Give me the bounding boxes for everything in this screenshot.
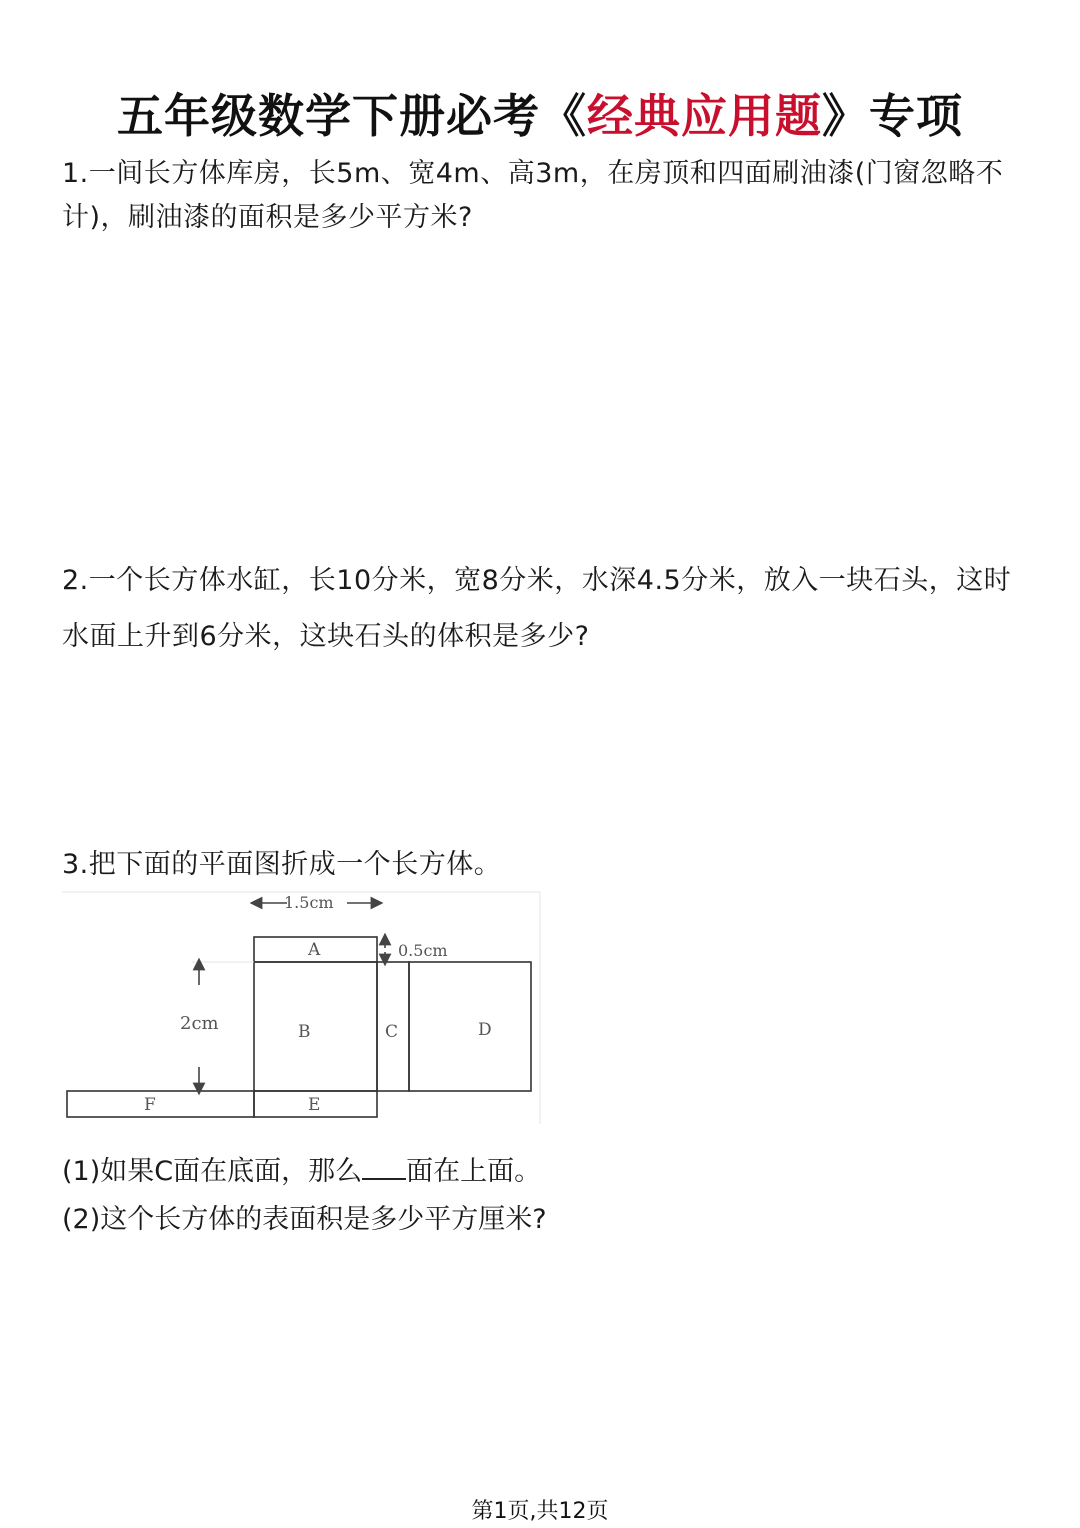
title-prefix: 五年级数学下册必考《 xyxy=(117,89,587,143)
dim-left-label: 2cm xyxy=(180,1013,219,1034)
page-title xyxy=(0,80,1080,146)
label-f: F xyxy=(144,1095,156,1115)
subquestion-1-after: 面在上面。 xyxy=(406,1156,542,1187)
face-f xyxy=(67,1091,254,1117)
dim-right-label: 0.5cm xyxy=(398,941,448,960)
page-footer: 第1页,共12页 xyxy=(471,1499,609,1524)
subquestion-1-before: (1)如果C面在底面，那么 xyxy=(62,1156,363,1187)
title-suffix: 》专项 xyxy=(822,89,963,143)
label-e: E xyxy=(308,1095,321,1115)
subquestion-1 xyxy=(62,1150,541,1194)
title-highlight: 经典应用题 xyxy=(587,89,822,143)
label-b: B xyxy=(298,1022,311,1042)
face-d xyxy=(409,962,531,1091)
dim-top-label: 1.5cm xyxy=(284,893,334,912)
label-c: C xyxy=(385,1022,399,1042)
label-a: A xyxy=(308,940,321,960)
question-1: 1.一间长方体库房，长5m、宽4m、高3m，在房顶和四面刷油漆(门窗忽略不计)，刷油漆的面积是多少平方米? xyxy=(62,158,1004,233)
answer-blank xyxy=(362,1152,406,1180)
question-3: 3.把下面的平面图折成一个长方体。 xyxy=(62,849,502,880)
label-d: D xyxy=(478,1020,492,1040)
face-b xyxy=(254,962,377,1091)
question-2: 2.一个长方体水缸，长10分米，宽8分米，水深4.5分米，放入一块石头，这时水面上升到6分米，这块石头的体积是多少? xyxy=(62,565,1012,652)
cuboid-net-figure xyxy=(62,890,542,1126)
subquestion-2: (2)这个长方体的表面积是多少平方厘米? xyxy=(62,1204,547,1235)
net-diagram xyxy=(62,890,542,1126)
